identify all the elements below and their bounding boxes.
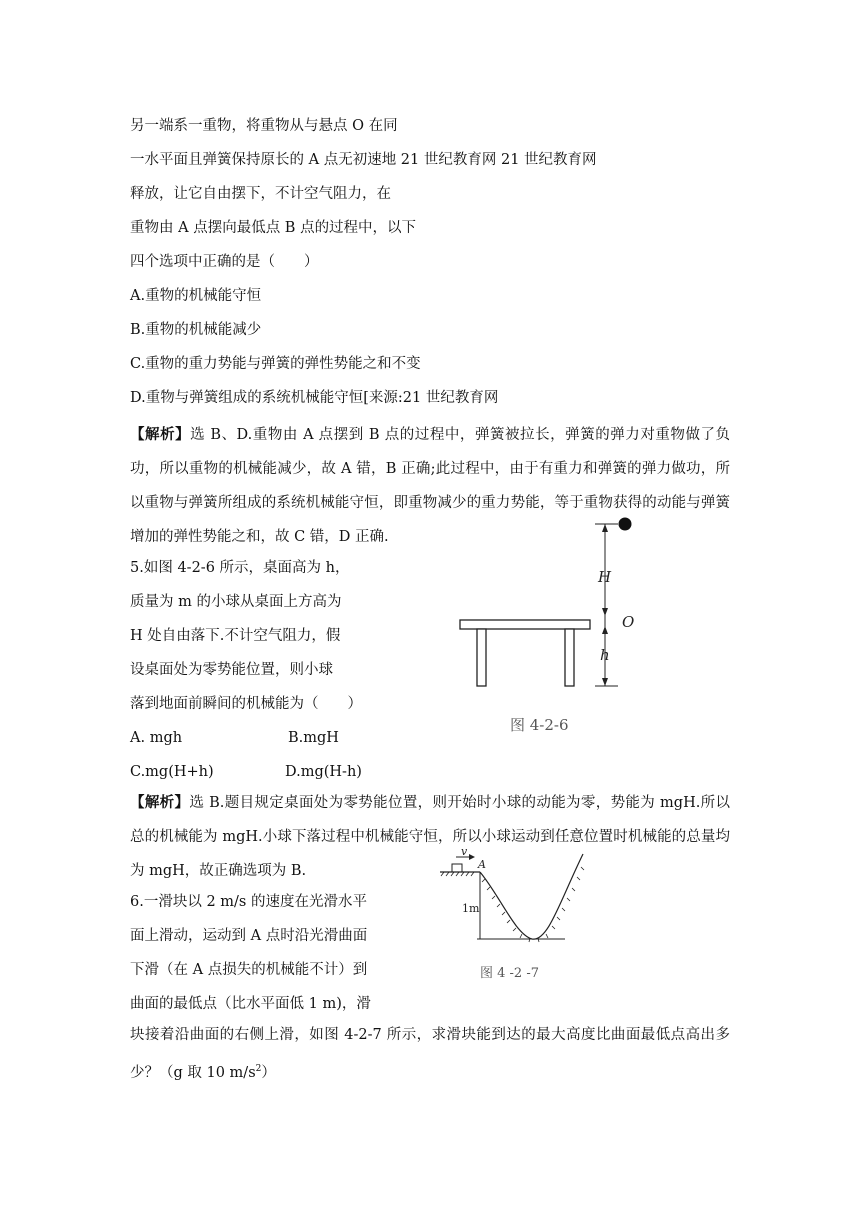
q4-line-5: 四个选项中正确的是（ ） — [130, 254, 319, 270]
label-h: h — [600, 646, 610, 664]
q4-option-b: B.重物的机械能减少 — [130, 322, 262, 338]
q5-option-d: D.mg(H-h) — [285, 764, 362, 780]
arrow-mid-up — [602, 608, 608, 616]
slider-block — [452, 864, 462, 872]
curve-hatching — [482, 867, 584, 942]
q4-line-2: 一水平面且弹簧保持原长的 A 点无初速地 21 世纪教育网 21 世纪教育网 — [130, 152, 597, 168]
q6-line-3: 下滑（在 A 点损失的机械能不计）到 — [130, 962, 368, 978]
figure-4-2-7 — [440, 846, 590, 986]
label-O: O — [622, 613, 635, 631]
velocity-arrowhead — [469, 854, 475, 860]
label-v: v — [461, 846, 468, 858]
figure-caption: 图 4-2-6 — [510, 716, 569, 734]
q5-line-5: 落到地面前瞬间的机械能为（ ） — [130, 696, 362, 712]
q4-line-3: 释放，让它自由摆下，不计空气阻力，在 — [130, 186, 391, 202]
q4-line-4: 重物由 A 点摆向最低点 B 点的过程中，以下 — [130, 220, 417, 236]
figure-4-2-6 — [450, 512, 650, 742]
q4-option-d: D.重物与弹簧组成的系统机械能守恒[来源:21 世纪教育网 — [130, 390, 499, 406]
q4-option-a: A.重物的机械能守恒 — [130, 288, 262, 304]
table-top — [460, 620, 590, 629]
q6-line-4: 曲面的最低点（比水平面低 1 m)，滑 — [130, 996, 371, 1012]
table-leg-right — [565, 629, 574, 686]
figure-caption-2: 图 4 -2 -7 — [480, 966, 539, 981]
q4-analysis-text: 选 B、D.重物由 A 点摆到 B 点的过程中，弹簧被拉长，弹簧的弹力对重物做了负功，所以重物的机械能减少，故 A 错，B 正确;此过程中，由于有重力和弹簧的弹力做功，所以重物与弹簧所组成的系统机械能守恒，即重物减少的重力势能，等于重物获得的动能与弹簧增加的弹性势能之和，故 C 错，D 正确. — [130, 427, 731, 545]
arrow-bottom — [602, 678, 608, 686]
q5-line-1: 5.如图 4-2-6 所示，桌面高为 h， — [130, 560, 350, 576]
q5-option-c: C.mg(H+h) — [130, 764, 214, 780]
q5-analysis — [130, 786, 730, 888]
label-H: H — [598, 568, 612, 586]
curved-track — [480, 854, 583, 939]
q6-line-1: 6.一滑块以 2 m/s 的速度在光滑水平 — [130, 894, 367, 910]
label-A: A — [478, 858, 486, 871]
q6-tail-end: ） — [261, 1064, 276, 1081]
q5-option-a: A. mgh — [130, 730, 183, 746]
label-height: 1m — [462, 902, 480, 915]
q5-analysis-text: 选 B.题目规定桌面处为零势能位置，则开始时小球的动能为零，势能为 mgH.所以总的机械能为 mgH.小球下落过程中机械能守恒，所以小球运动到任意位置时机械能的总量均为 mgH，故正确选项为 B. — [130, 795, 731, 879]
q5-line-3: H 处自由落下.不计空气阻力，假 — [130, 628, 341, 644]
q6-line-2: 面上滑动，运动到 A 点时沿光滑曲面 — [130, 928, 368, 944]
q4-line-1: 另一端系一重物，将重物从与悬点 O 在同 — [130, 118, 398, 134]
q5-analysis-label: 【解析】 — [130, 794, 190, 811]
q4-option-c: C.重物的重力势能与弹簧的弹性势能之和不变 — [130, 356, 421, 372]
q5-option-b: B.mgH — [288, 730, 339, 746]
table-leg-left — [477, 629, 486, 686]
q6-tail — [130, 1018, 730, 1090]
q6-tail-text: 块接着沿曲面的右侧上滑，如图 4-2-7 所示，求滑块能到达的最大高度比曲面最低点高出多少？（g 取 10 m/s — [130, 1027, 730, 1081]
q4-analysis-label: 【解析】 — [130, 426, 191, 443]
ball — [619, 518, 632, 531]
arrow-mid-down — [602, 626, 608, 634]
q5-line-2: 质量为 m 的小球从桌面上方高为 — [130, 594, 342, 610]
q6-tail-sup: 2 — [255, 1064, 262, 1074]
arrow-top — [602, 524, 608, 532]
q5-line-4: 设桌面处为零势能位置，则小球 — [130, 662, 333, 678]
